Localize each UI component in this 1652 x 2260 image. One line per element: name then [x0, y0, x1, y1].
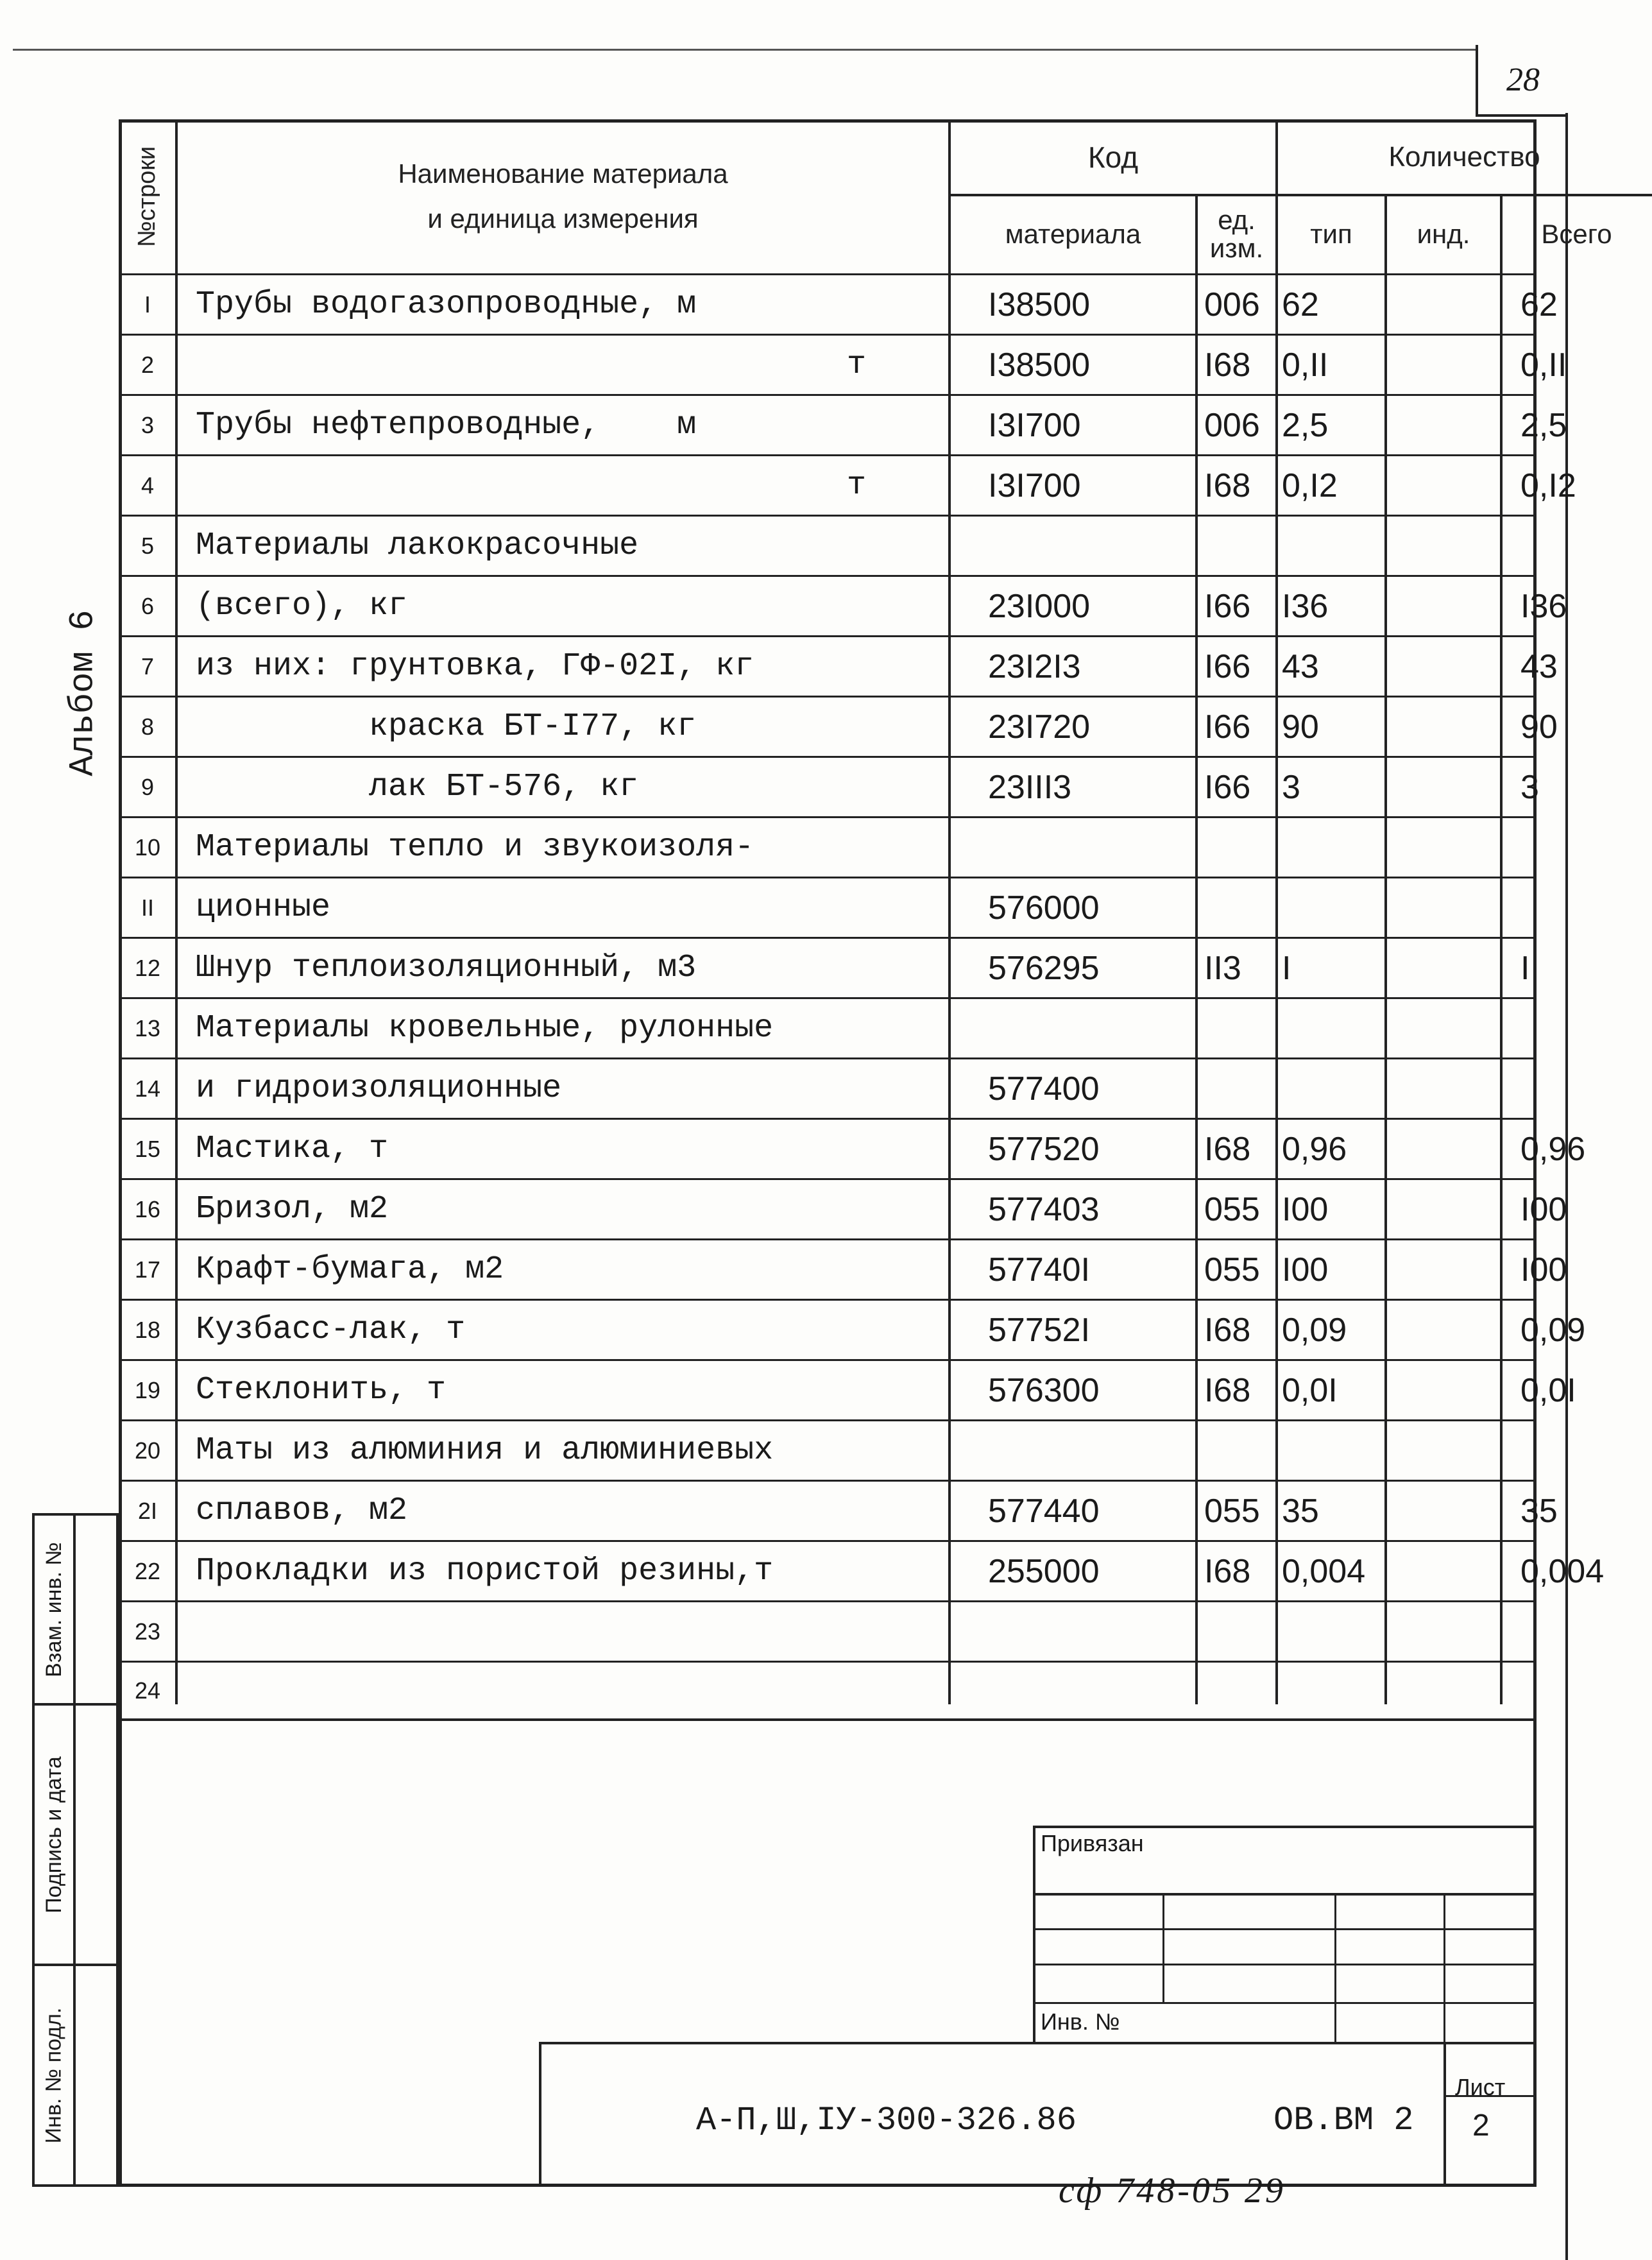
qty-total — [1501, 878, 1652, 937]
material-name: Маты из алюминия и алюминиевых — [196, 1432, 774, 1469]
qty-ind — [1386, 818, 1501, 877]
row-number: 20 — [134, 1437, 161, 1464]
qty-ind — [1386, 336, 1501, 394]
unit-code — [1196, 1059, 1277, 1118]
material-code — [949, 517, 1196, 575]
table-row — [119, 816, 1537, 877]
table-row — [119, 1419, 1537, 1480]
qty-type — [1277, 818, 1386, 877]
qty-type — [1277, 1421, 1386, 1480]
unit-code — [1196, 878, 1277, 937]
row-number: 10 — [134, 834, 161, 860]
unit-code: 055 — [1204, 1492, 1260, 1530]
side-label-inv-box — [36, 1966, 72, 2184]
header-ind: инд. — [1417, 219, 1470, 249]
header-unit — [1196, 195, 1277, 273]
qty-ind — [1386, 999, 1501, 1057]
qty-type: 0,09 — [1282, 1311, 1347, 1349]
row-number: 8 — [141, 713, 155, 740]
qty-type: 0,0I — [1282, 1371, 1338, 1409]
qty-ind — [1386, 1421, 1501, 1480]
material-code: 577400 — [988, 1070, 1100, 1108]
stamp-grid-h2 — [1033, 1928, 1537, 1930]
material-code: 577520 — [988, 1130, 1100, 1168]
material-code: 577403 — [988, 1190, 1100, 1228]
material-name: и гидроизоляционные — [196, 1070, 562, 1107]
sheet-code: ОВ.ВМ 2 — [1273, 2102, 1414, 2139]
qty-total — [1501, 517, 1652, 575]
side-label-podpis-box — [36, 1706, 72, 1964]
header-code: Код — [1087, 141, 1139, 174]
material-name-text: т — [846, 467, 866, 504]
qty-total: 0,0I — [1520, 1371, 1576, 1409]
qty-total — [1501, 999, 1652, 1057]
material-name: Материалы тепло и звукоизоля- — [196, 829, 754, 866]
unit-code — [1196, 1663, 1277, 1718]
side-label-inv: Инв. № подл. — [41, 2007, 66, 2143]
qty-ind — [1386, 577, 1501, 635]
material-code: I3I700 — [988, 406, 1081, 444]
table-row — [119, 1359, 1576, 1419]
qty-type — [1277, 1602, 1386, 1661]
qty-type: 35 — [1282, 1492, 1319, 1530]
row-number: 23 — [134, 1618, 161, 1645]
unit-code: I68 — [1204, 467, 1251, 504]
table-header — [119, 119, 1612, 273]
stamp-grid-v2 — [1334, 1893, 1336, 2044]
qty-ind — [1386, 698, 1501, 756]
material-name: Шнур теплоизоляционный, м3 — [196, 950, 697, 986]
row-number: 18 — [134, 1316, 161, 1343]
material-code: 23III3 — [988, 768, 1072, 806]
material-name: ционные — [196, 889, 331, 926]
row-number: 9 — [141, 773, 155, 800]
stamp-privyazan-label: Привязан — [1041, 1830, 1144, 1856]
unit-code: 055 — [1204, 1251, 1260, 1288]
qty-ind — [1386, 1482, 1501, 1540]
unit-code: I68 — [1204, 1552, 1251, 1590]
qty-type: 90 — [1282, 708, 1319, 746]
row-number: 16 — [134, 1195, 161, 1222]
header-name-line1: Наименование материала — [398, 158, 728, 189]
qty-total — [1501, 818, 1652, 877]
unit-code — [1196, 1421, 1277, 1480]
qty-total: 0,II — [1520, 346, 1567, 384]
unit-code: I68 — [1204, 1130, 1251, 1168]
row-number: 2 — [141, 351, 155, 378]
qty-total — [1501, 1602, 1652, 1661]
material-name: Мастика, т — [196, 1131, 389, 1167]
qty-total: 0,I2 — [1520, 467, 1576, 504]
qty-total: I36 — [1520, 587, 1567, 625]
qty-total: 43 — [1520, 647, 1558, 685]
material-code: 23I2I3 — [988, 647, 1081, 685]
unit-code: 006 — [1204, 286, 1260, 323]
qty-total — [1501, 1663, 1652, 1718]
side-strip-podpis — [32, 1703, 119, 1966]
material-code — [949, 1602, 1196, 1661]
row-number: 5 — [141, 532, 155, 559]
table-row — [119, 696, 1558, 756]
unit-code: II3 — [1204, 949, 1241, 987]
material-name: лак БТ-576, кг — [196, 769, 639, 805]
qty-ind — [1386, 1059, 1501, 1118]
row-number: 6 — [141, 592, 155, 619]
material-name: краска БТ-I77, кг — [196, 708, 697, 745]
table-row — [119, 575, 1567, 635]
material-name: Трубы водогазопроводные, м — [196, 286, 697, 323]
side-strip-inv — [32, 1964, 119, 2187]
table-row — [119, 997, 1537, 1057]
material-name — [176, 1663, 949, 1718]
qty-type: 43 — [1282, 647, 1319, 685]
row-number: 2I — [137, 1497, 158, 1524]
material-code — [949, 999, 1196, 1057]
side-strip-vzam — [32, 1513, 119, 1706]
qty-total: 0,96 — [1520, 1130, 1586, 1168]
row-number: 15 — [134, 1135, 161, 1162]
table-row — [119, 1057, 1537, 1118]
stamp-privyazan-top — [1033, 1826, 1537, 1828]
row-number: 22 — [134, 1557, 161, 1584]
table-row — [119, 1118, 1586, 1178]
material-name: Стеклонить, т — [196, 1372, 447, 1408]
header-total: Всего — [1541, 219, 1612, 249]
material-code: 23I720 — [988, 708, 1091, 746]
qty-total: 35 — [1520, 1492, 1558, 1530]
table-row — [119, 1661, 1537, 1721]
stamp-main-top — [539, 2042, 1537, 2044]
header-unit-line1: ед. — [1218, 205, 1256, 235]
unit-code: I66 — [1204, 647, 1251, 685]
qty-total — [1501, 1421, 1652, 1480]
row-number: 13 — [134, 1014, 161, 1041]
table-row — [119, 1540, 1605, 1600]
unit-code: I66 — [1204, 768, 1251, 806]
qty-type: 0,I2 — [1282, 467, 1338, 504]
header-type: тип — [1310, 219, 1352, 249]
header-row-number — [119, 119, 176, 273]
material-name: из них: грунтовка, ГФ-02I, кг — [196, 648, 754, 685]
material-name: Материалы кровельные, рулонные — [196, 1010, 774, 1047]
material-code: I38500 — [988, 346, 1091, 384]
qty-total: 62 — [1520, 286, 1558, 323]
header-row-number-label: №строки — [133, 146, 161, 247]
qty-ind — [1386, 758, 1501, 816]
material-code: 576295 — [988, 949, 1100, 987]
table-row — [119, 937, 1537, 997]
table-row — [119, 1238, 1567, 1299]
qty-total: 3 — [1520, 768, 1539, 806]
page-number: 28 — [1476, 45, 1568, 117]
row-number: 12 — [134, 954, 161, 981]
table-row — [119, 1299, 1586, 1359]
material-code: 576000 — [988, 889, 1100, 927]
stamp-grid-v3 — [1443, 1893, 1445, 2044]
table-row — [119, 1480, 1558, 1540]
qty-type — [1277, 1663, 1386, 1718]
material-name: Трубы нефтепроводные, м — [196, 407, 697, 443]
qty-ind — [1386, 637, 1501, 696]
document-code: А-П,Ш,IУ-300-326.86 — [696, 2102, 1077, 2139]
material-code: 23I000 — [988, 587, 1091, 625]
material-name: сплавов, м2 — [196, 1493, 408, 1529]
qty-ind — [1386, 1542, 1501, 1600]
row-number: II — [141, 894, 154, 921]
qty-type — [1277, 1059, 1386, 1118]
material-name — [176, 1602, 949, 1661]
unit-code — [1196, 999, 1277, 1057]
header-material: материала — [1005, 219, 1141, 249]
material-code: 57752I — [988, 1311, 1091, 1349]
qty-ind — [1386, 1663, 1501, 1718]
material-name: (всего), кг — [196, 588, 408, 624]
material-code — [949, 1421, 1196, 1480]
material-name: Прокладки из пористой резины,т — [196, 1553, 774, 1589]
material-name — [176, 456, 949, 515]
header-quantity: Количество — [1388, 141, 1540, 173]
qty-type: I00 — [1282, 1190, 1329, 1228]
qty-type: 0,II — [1282, 346, 1329, 384]
qty-type — [1277, 999, 1386, 1057]
material-code: 255000 — [988, 1552, 1100, 1590]
list-number: 2 — [1472, 2109, 1490, 2143]
qty-type: 0,96 — [1282, 1130, 1347, 1168]
qty-ind — [1386, 1602, 1501, 1661]
side-label-podpis: Подпись и дата — [41, 1756, 66, 1913]
qty-type: 0,004 — [1282, 1552, 1366, 1590]
material-name: Материалы лакокрасочные — [196, 527, 639, 564]
qty-ind — [1386, 939, 1501, 997]
side-strip-divider — [73, 1516, 76, 1703]
unit-code: 006 — [1204, 406, 1260, 444]
qty-ind — [1386, 517, 1501, 575]
material-code: 577440 — [988, 1492, 1100, 1530]
qty-type: 2,5 — [1282, 406, 1329, 444]
table-row — [119, 454, 1576, 515]
stamp-inv-no-label: Инв. № — [1041, 2008, 1120, 2035]
side-label-vzam-box — [36, 1516, 72, 1703]
qty-total: I00 — [1520, 1251, 1567, 1288]
material-code: 57740I — [988, 1251, 1091, 1288]
row-number: I — [144, 291, 151, 318]
qty-total: 90 — [1520, 708, 1558, 746]
qty-total — [1501, 1059, 1652, 1118]
table-row — [119, 394, 1567, 454]
material-name: Крафт-бумага, м2 — [196, 1251, 504, 1288]
row-number: 14 — [134, 1075, 161, 1102]
stamp-list-left — [1443, 2042, 1446, 2187]
stamp-grid-v1 — [1162, 1893, 1164, 2002]
qty-ind — [1386, 275, 1501, 334]
qty-ind — [1386, 456, 1501, 515]
qty-type — [1277, 878, 1386, 937]
table-row — [119, 334, 1567, 394]
stamp-grid-h1 — [1033, 1893, 1537, 1896]
qty-type: I — [1282, 949, 1291, 987]
handwritten-note: сф 748-05 29 — [1059, 2171, 1286, 2211]
qty-ind — [1386, 1361, 1501, 1419]
row-number: 24 — [134, 1677, 161, 1704]
qty-ind — [1386, 396, 1501, 454]
unit-code — [1196, 1602, 1277, 1661]
qty-type: I36 — [1282, 587, 1329, 625]
qty-type: I00 — [1282, 1251, 1329, 1288]
table-row — [119, 273, 1558, 334]
side-strip-divider — [73, 1966, 76, 2184]
qty-total: I00 — [1520, 1190, 1567, 1228]
qty-ind — [1386, 1180, 1501, 1238]
row-number: 17 — [134, 1256, 161, 1283]
qty-total: 0,004 — [1520, 1552, 1605, 1590]
qty-ind — [1386, 878, 1501, 937]
unit-code — [1196, 517, 1277, 575]
qty-ind — [1386, 1120, 1501, 1178]
stamp-grid-h3 — [1033, 1964, 1537, 1965]
row-number: 7 — [141, 653, 155, 680]
material-name — [176, 336, 949, 394]
qty-type: 62 — [1282, 286, 1319, 323]
unit-code — [1196, 818, 1277, 877]
header-subdivider — [949, 194, 1652, 196]
row-number: 3 — [141, 411, 155, 438]
header-name — [176, 132, 949, 261]
table-row — [119, 756, 1537, 816]
unit-code: I68 — [1204, 1311, 1251, 1349]
qty-total: I — [1520, 949, 1530, 987]
table-row — [119, 877, 1537, 937]
qty-total: 2,5 — [1520, 406, 1567, 444]
material-name-text: т — [846, 347, 866, 383]
material-code: I38500 — [988, 286, 1091, 323]
material-code — [949, 1663, 1196, 1718]
top-rule — [13, 49, 1476, 51]
stamp-grid-h4 — [1033, 2002, 1537, 2004]
unit-code: I68 — [1204, 1371, 1251, 1409]
unit-code: I66 — [1204, 708, 1251, 746]
table-row — [119, 1600, 1537, 1661]
material-code: 576300 — [988, 1371, 1100, 1409]
stamp-left-border — [1033, 1826, 1035, 2044]
unit-code: 055 — [1204, 1190, 1260, 1228]
qty-type — [1277, 517, 1386, 575]
list-label: Лист — [1455, 2074, 1506, 2100]
side-strip-divider — [73, 1706, 76, 1964]
qty-ind — [1386, 1301, 1501, 1359]
table-row — [119, 1178, 1567, 1238]
stamp-main-left — [539, 2042, 541, 2187]
material-code — [949, 818, 1196, 877]
qty-total: 0,09 — [1520, 1311, 1586, 1349]
unit-code: I68 — [1204, 346, 1251, 384]
side-label-vzam: Взам. инв. № — [41, 1541, 66, 1677]
material-code: I3I700 — [988, 467, 1081, 504]
material-name: Кузбасс-лак, т — [196, 1312, 466, 1348]
table-row — [119, 635, 1558, 696]
material-name: Бризол, м2 — [196, 1191, 389, 1228]
album-label: Альбом 6 — [64, 610, 103, 776]
unit-code: I66 — [1204, 587, 1251, 625]
row-number: 19 — [134, 1376, 161, 1403]
qty-type: 3 — [1282, 768, 1300, 806]
row-number: 4 — [141, 472, 155, 499]
qty-ind — [1386, 1240, 1501, 1299]
table-row — [119, 515, 1537, 575]
header-unit-line2: изм. — [1209, 233, 1264, 263]
header-name-line2: и единица измерения — [427, 203, 699, 234]
